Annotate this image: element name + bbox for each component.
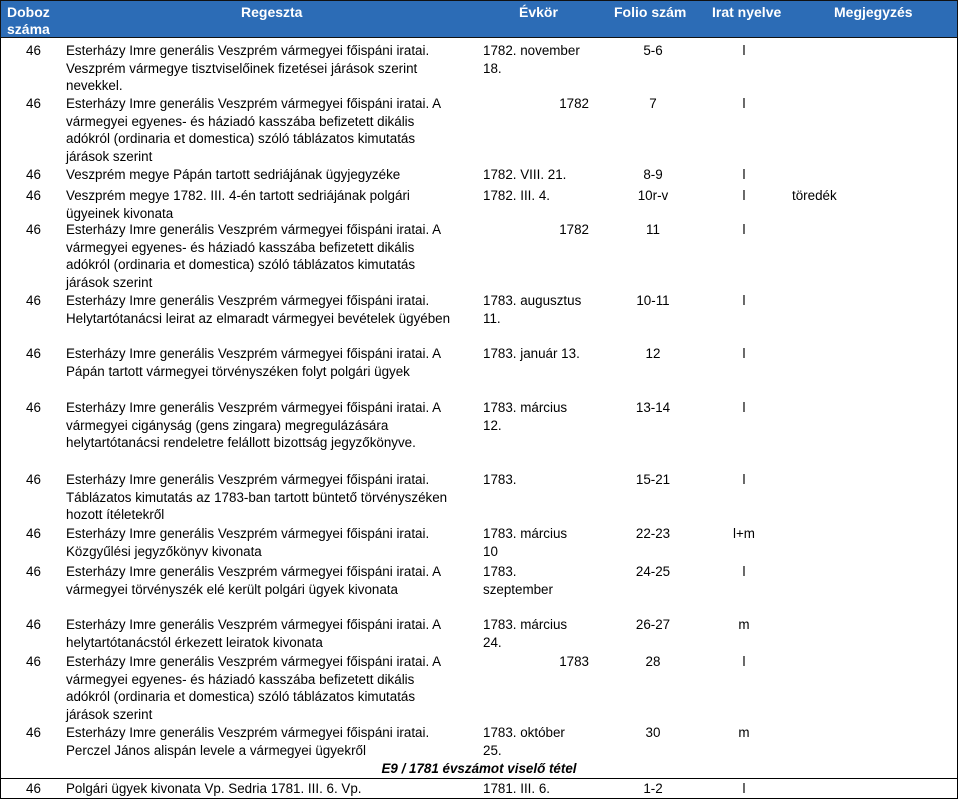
- year-cell: [483, 653, 589, 671]
- separator-rule: [0, 778, 958, 779]
- regeszta-cell: [66, 166, 478, 184]
- folio-cell: 5-6: [643, 43, 663, 58]
- year-cell: [483, 616, 599, 651]
- folio-cell: 26-27: [635, 617, 671, 632]
- regeszta-line: Esterházy Imre generális Veszprém vármegyei főispáni iratai.: [66, 725, 430, 740]
- header-irat-nyelve: Irat nyelve: [712, 4, 782, 20]
- folio-cell: 1-2: [643, 781, 663, 796]
- year-cell: [483, 95, 589, 113]
- year-cell: [483, 525, 599, 560]
- regeszta-line: járások szerint: [66, 706, 153, 722]
- year-line: 1782: [559, 96, 589, 111]
- year-line: 1782: [559, 222, 589, 237]
- regeszta-line: adókról (ordinaria et domestica) szóló táblázatos kimutatás: [66, 131, 416, 147]
- box-number-cell: 46: [26, 400, 41, 415]
- folio-cell: 7: [649, 96, 657, 111]
- regeszta-line: Veszprém vármegye tisztviselőinek fizetései járások szerint: [66, 60, 418, 76]
- regeszta-line: Esterházy Imre generális Veszprém vármegyei főispáni iratai. A: [66, 617, 442, 632]
- regeszta-cell: [66, 653, 478, 723]
- box-number-cell: 46: [26, 654, 41, 669]
- year-line: 1783. január 13.: [483, 346, 580, 361]
- regeszta-line: Polgári ügyek kivonata Vp. Sedria 1781. III. 6. Vp.: [66, 781, 362, 796]
- regeszta-line: vármegyei egyenes- és háziadó kasszába befizetett dikális: [66, 113, 415, 129]
- regeszta-line: Esterházy Imre generális Veszprém vármegyei főispáni iratai. A: [66, 654, 442, 669]
- regeszta-cell: [66, 780, 478, 798]
- regeszta-line: járások szerint: [66, 274, 153, 290]
- language-cell: l: [742, 654, 746, 669]
- regeszta-cell: [66, 187, 478, 222]
- language-cell: l: [742, 346, 746, 361]
- regeszta-line: nevekkel.: [66, 78, 123, 94]
- regeszta-line: Pápán tartott vármegyei törvényszéken folyt polgári ügyek: [66, 363, 410, 379]
- header-box-line1: Doboz: [7, 4, 50, 20]
- year-line: 1783. augusztus: [483, 293, 582, 308]
- regeszta-line: Esterházy Imre generális Veszprém vármegyei főispáni iratai.: [66, 472, 430, 487]
- regeszta-line: Közgyűlési jegyzőkönyv kivonata: [66, 543, 262, 559]
- regeszta-line: Veszprém megye Pápán tartott sedriájának ügyjegyzéke: [66, 167, 401, 182]
- regeszta-line: Esterházy Imre generális Veszprém vármegyei főispáni iratai. A: [66, 96, 442, 111]
- header-regeszta: Regeszta: [241, 4, 303, 20]
- regeszta-line: Esterházy Imre generális Veszprém vármegyei főispáni iratai. A: [66, 346, 442, 361]
- folio-cell: 22-23: [635, 526, 671, 541]
- regeszta-line: Esterházy Imre generális Veszprém vármegyei főispáni iratai. A: [66, 564, 442, 579]
- year-line: 12.: [483, 417, 502, 433]
- language-cell: l: [742, 167, 746, 182]
- year-line: 1783. március: [483, 526, 568, 541]
- regeszta-line: Táblázatos kimutatás az 1783-ban tartott büntető törvényszéken: [66, 489, 448, 505]
- folio-cell: 13-14: [635, 400, 671, 415]
- regeszta-line: Esterházy Imre generális Veszprém vármegyei főispáni iratai. A: [66, 400, 442, 415]
- year-line: 11.: [483, 310, 501, 326]
- year-cell: [483, 221, 589, 239]
- header-box-number: [7, 4, 50, 38]
- folio-cell: 28: [645, 654, 661, 669]
- regeszta-line: Esterházy Imre generális Veszprém vármegyei főispáni iratai.: [66, 43, 430, 58]
- language-cell: l: [742, 293, 746, 308]
- regeszta-line: helytartótanácstól érkezett leiratok kivonata: [66, 634, 323, 650]
- box-number-cell: 46: [26, 725, 41, 740]
- year-cell: [483, 345, 599, 363]
- year-line: 1783. március: [483, 400, 568, 415]
- folio-cell: 10r-v: [637, 188, 669, 203]
- regeszta-line: vármegyei egyenes- és háziadó kasszába befizetett dikális: [66, 239, 415, 255]
- box-number-cell: 46: [26, 188, 41, 203]
- language-cell: m: [738, 617, 750, 632]
- year-line: 25.: [483, 742, 502, 758]
- year-cell: [483, 399, 599, 434]
- language-cell: l: [742, 781, 746, 796]
- regeszta-line: Helytartótanácsi leirat az elmaradt vármegyei bevételek ügyében: [66, 310, 451, 326]
- header-evkor: Évkör: [519, 4, 558, 20]
- box-number-cell: 46: [26, 526, 41, 541]
- year-line: 1782. VIII. 21.: [483, 167, 567, 182]
- year-line: 1782. november: [483, 43, 580, 58]
- box-number-cell: 46: [26, 167, 41, 182]
- year-line: 1783.: [483, 472, 517, 487]
- table-right-border: [957, 0, 958, 799]
- language-cell: m: [738, 725, 750, 740]
- box-number-cell: 46: [26, 43, 41, 58]
- year-line: 1783. október: [483, 725, 565, 740]
- regeszta-line: vármegyei egyenes- és háziadó kasszába befizetett dikális: [66, 671, 415, 687]
- year-cell: [483, 166, 599, 184]
- header-megjegyzes: Megjegyzés: [834, 4, 913, 20]
- language-cell: l: [742, 400, 746, 415]
- table-header: [0, 0, 958, 38]
- year-cell: [483, 724, 599, 759]
- box-number-cell: 46: [26, 617, 41, 632]
- regeszta-cell: [66, 292, 478, 327]
- language-cell: l: [742, 564, 746, 579]
- regeszta-line: Perczel János alispán levele a vármegyei ügyekről: [66, 742, 366, 758]
- folio-cell: 10-11: [636, 293, 670, 308]
- folio-cell: 30: [645, 725, 661, 740]
- folio-cell: 8-9: [643, 167, 663, 182]
- regeszta-line: hozott ítéletekről: [66, 507, 165, 523]
- regeszta-cell: [66, 563, 478, 598]
- year-line: szeptember: [483, 581, 553, 597]
- regeszta-cell: [66, 724, 478, 759]
- regeszta-cell: [66, 399, 478, 452]
- folio-cell: 24-25: [635, 564, 671, 579]
- year-line: 1783.: [483, 564, 517, 579]
- box-number-cell: 46: [26, 564, 41, 579]
- regeszta-line: adókról (ordinaria et domestica) szóló táblázatos kimutatás: [66, 689, 416, 705]
- language-cell: l: [742, 188, 746, 203]
- regeszta-cell: [66, 345, 478, 380]
- regeszta-cell: [66, 95, 478, 165]
- year-line: 1782. III. 4.: [483, 188, 550, 203]
- folio-cell: 15-21: [635, 472, 671, 487]
- year-line: 10: [483, 543, 498, 559]
- separator-text: E9 / 1781 évszámot viselő tétel: [381, 761, 577, 776]
- regeszta-cell: [66, 42, 478, 95]
- language-cell: l: [742, 222, 746, 237]
- regeszta-cell: [66, 616, 478, 651]
- year-cell: [483, 292, 599, 327]
- year-cell: [483, 42, 599, 77]
- regeszta-line: Esterházy Imre generális Veszprém vármegyei főispáni iratai. A: [66, 222, 442, 237]
- box-number-cell: 46: [26, 472, 41, 487]
- note-cell: töredék: [792, 188, 837, 203]
- regeszta-line: ügyeinek kivonata: [66, 205, 174, 221]
- year-line: 1783. március: [483, 617, 568, 632]
- box-number-cell: 46: [26, 346, 41, 361]
- year-cell: [483, 563, 599, 598]
- regeszta-cell: [66, 221, 478, 291]
- year-cell: [483, 780, 599, 798]
- regeszta-cell: [66, 525, 478, 560]
- year-line: 1783: [559, 654, 589, 669]
- regeszta-line: vármegyei törvényszék elé került polgári ügyek kivonata: [66, 581, 398, 597]
- regeszta-cell: [66, 471, 478, 524]
- year-line: 1781. III. 6.: [483, 781, 550, 796]
- section-separator: [0, 760, 958, 777]
- folio-cell: 11: [646, 222, 660, 237]
- regeszta-line: járások szerint: [66, 148, 153, 164]
- regeszta-line: helytartótanácsi rendeletre felállott bizottság jegyzőkönyve.: [66, 435, 416, 451]
- box-number-cell: 46: [26, 96, 41, 111]
- header-folio: Folio szám: [614, 4, 687, 20]
- language-cell: l+m: [733, 526, 755, 541]
- regeszta-line: adókról (ordinaria et domestica) szóló táblázatos kimutatás: [66, 257, 416, 273]
- year-line: 18.: [483, 60, 502, 76]
- language-cell: l: [742, 96, 746, 111]
- regeszta-line: Esterházy Imre generális Veszprém vármegyei főispáni iratai.: [66, 526, 430, 541]
- year-cell: [483, 471, 599, 489]
- regeszta-line: Esterházy Imre generális Veszprém vármegyei főispáni iratai.: [66, 293, 430, 308]
- box-number-cell: 46: [26, 222, 41, 237]
- box-number-cell: 46: [26, 781, 41, 796]
- folio-cell: 12: [645, 346, 661, 361]
- language-cell: l: [742, 472, 746, 487]
- header-box-line2: száma: [7, 21, 50, 37]
- year-line: 24.: [483, 634, 502, 650]
- table-left-border: [0, 0, 1, 799]
- regeszta-line: Veszprém megye 1782. III. 4-én tartott sedriájának polgári: [66, 188, 410, 203]
- box-number-cell: 46: [26, 293, 41, 308]
- year-cell: [483, 187, 599, 205]
- regeszta-line: vármegyei cigányság (gens zingara) megregulázására: [66, 417, 389, 433]
- language-cell: l: [742, 43, 746, 58]
